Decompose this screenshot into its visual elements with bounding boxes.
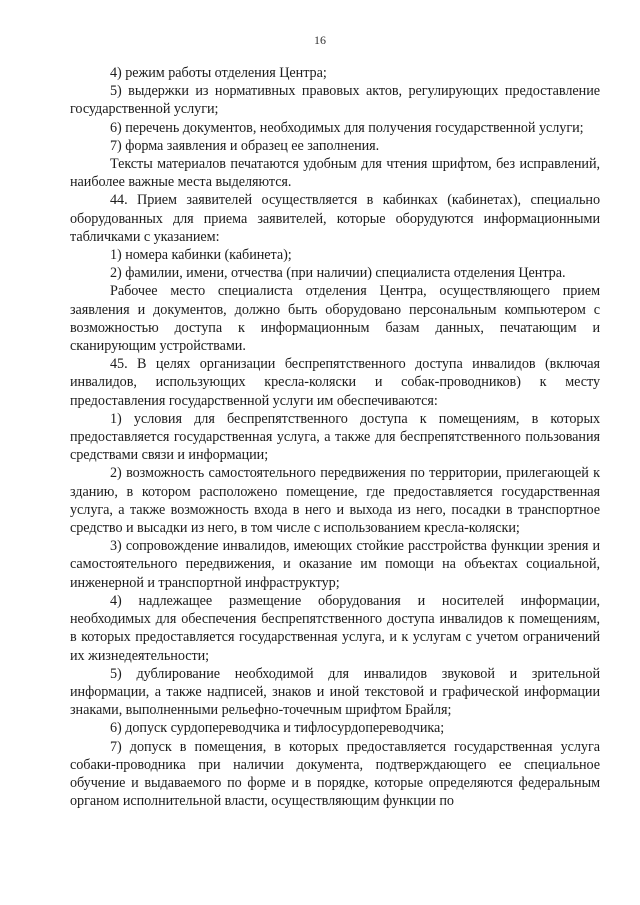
paragraph-section-45: 45. В целях организации беспрепятственного доступа инвалидов (включая инвалидов, использующих кресла-коляски и собак-проводников) к месту предоставления государственной услуги им обеспечиваются: xyxy=(70,356,600,409)
document-body xyxy=(70,64,600,810)
paragraph-45-item-4: 4) надлежащее размещение оборудования и носителей информации, необходимых для обеспечения беспрепятственного доступа инвалидов к помещениям, в которых предоставляется государственная услуга, и к услугам с учетом ограничений их жизнедеятельности; xyxy=(70,592,600,664)
paragraph-45-item-1: 1) условия для беспрепятственного доступа к помещениям, в которых предоставляется государственная услуга, а также для беспрепятственного пользования средствами связи и информации; xyxy=(70,410,600,464)
paragraph-list-item-4: 4) режим работы отделения Центра; xyxy=(110,65,327,81)
paragraph-45-item-6: 6) допуск сурдопереводчика и тифлосурдопереводчика; xyxy=(110,720,445,737)
paragraph-44-item-1: 1) номера кабинки (кабинета); xyxy=(110,247,292,264)
paragraph-list-item-7: 7) форма заявления и образец ее заполнения. xyxy=(110,137,380,154)
paragraph-45-item-5: 5) дублирование необходимой для инвалидов звуковой и зрительной информации, а также надписей, знаков и иной текстовой и графической информации знаками, выполненными рельефно-точечным шрифтом Брайля; xyxy=(70,665,600,719)
paragraph-workplace: Рабочее место специалиста отделения Центра, осуществляющего прием заявления и документов, должно быть оборудовано персональным компьютером с возможностью доступа к информационным базам данных, печатающим и сканирующим устройствами. xyxy=(70,283,600,355)
paragraph-section-44: 44. Прием заявителей осуществляется в кабинках (кабинетах), специально оборудованных для приема заявителей, которые оборудуются информационными табличками с указанием: xyxy=(70,192,600,245)
paragraph-45-item-7: 7) допуск в помещения, в которых предоставляется государственная услуга собаки-проводника при наличии документа, подтверждающего ее специальное обучение и выдаваемого по форме и в порядке, которые определяются федеральным органом исполнительной власти, осуществляющим функции по xyxy=(70,738,600,810)
paragraph-text-materials: Тексты материалов печатаются удобным для чтения шрифтом, без исправлений, наиболее важные места выделяются. xyxy=(70,156,600,191)
paragraph-list-item-6: 6) перечень документов, необходимых для получения государственной услуги; xyxy=(110,119,584,136)
paragraph-45-item-3: 3) сопровождение инвалидов, имеющих стойкие расстройства функции зрения и самостоятельного передвижения, и оказание им помощи на объектах социальной, инженерной и транспортной инфраструктур; xyxy=(70,538,600,591)
paragraph-45-item-2: 2) возможность самостоятельного передвижения по территории, прилегающей к зданию, в котором расположено помещение, где предоставляется государственная услуга, а также возможность входа в него и выхода из него, посадки в транспортное средство и высадки из него, в том числе с использованием кресла-коляски; xyxy=(70,465,600,537)
paragraph-44-item-2: 2) фамилии, имени, отчества (при наличии) специалиста отделения Центра. xyxy=(110,265,566,282)
page-number: 16 xyxy=(314,33,326,47)
paragraph-list-item-5: 5) выдержки из нормативных правовых актов, регулирующих предоставление государственной услуги; xyxy=(70,83,600,118)
